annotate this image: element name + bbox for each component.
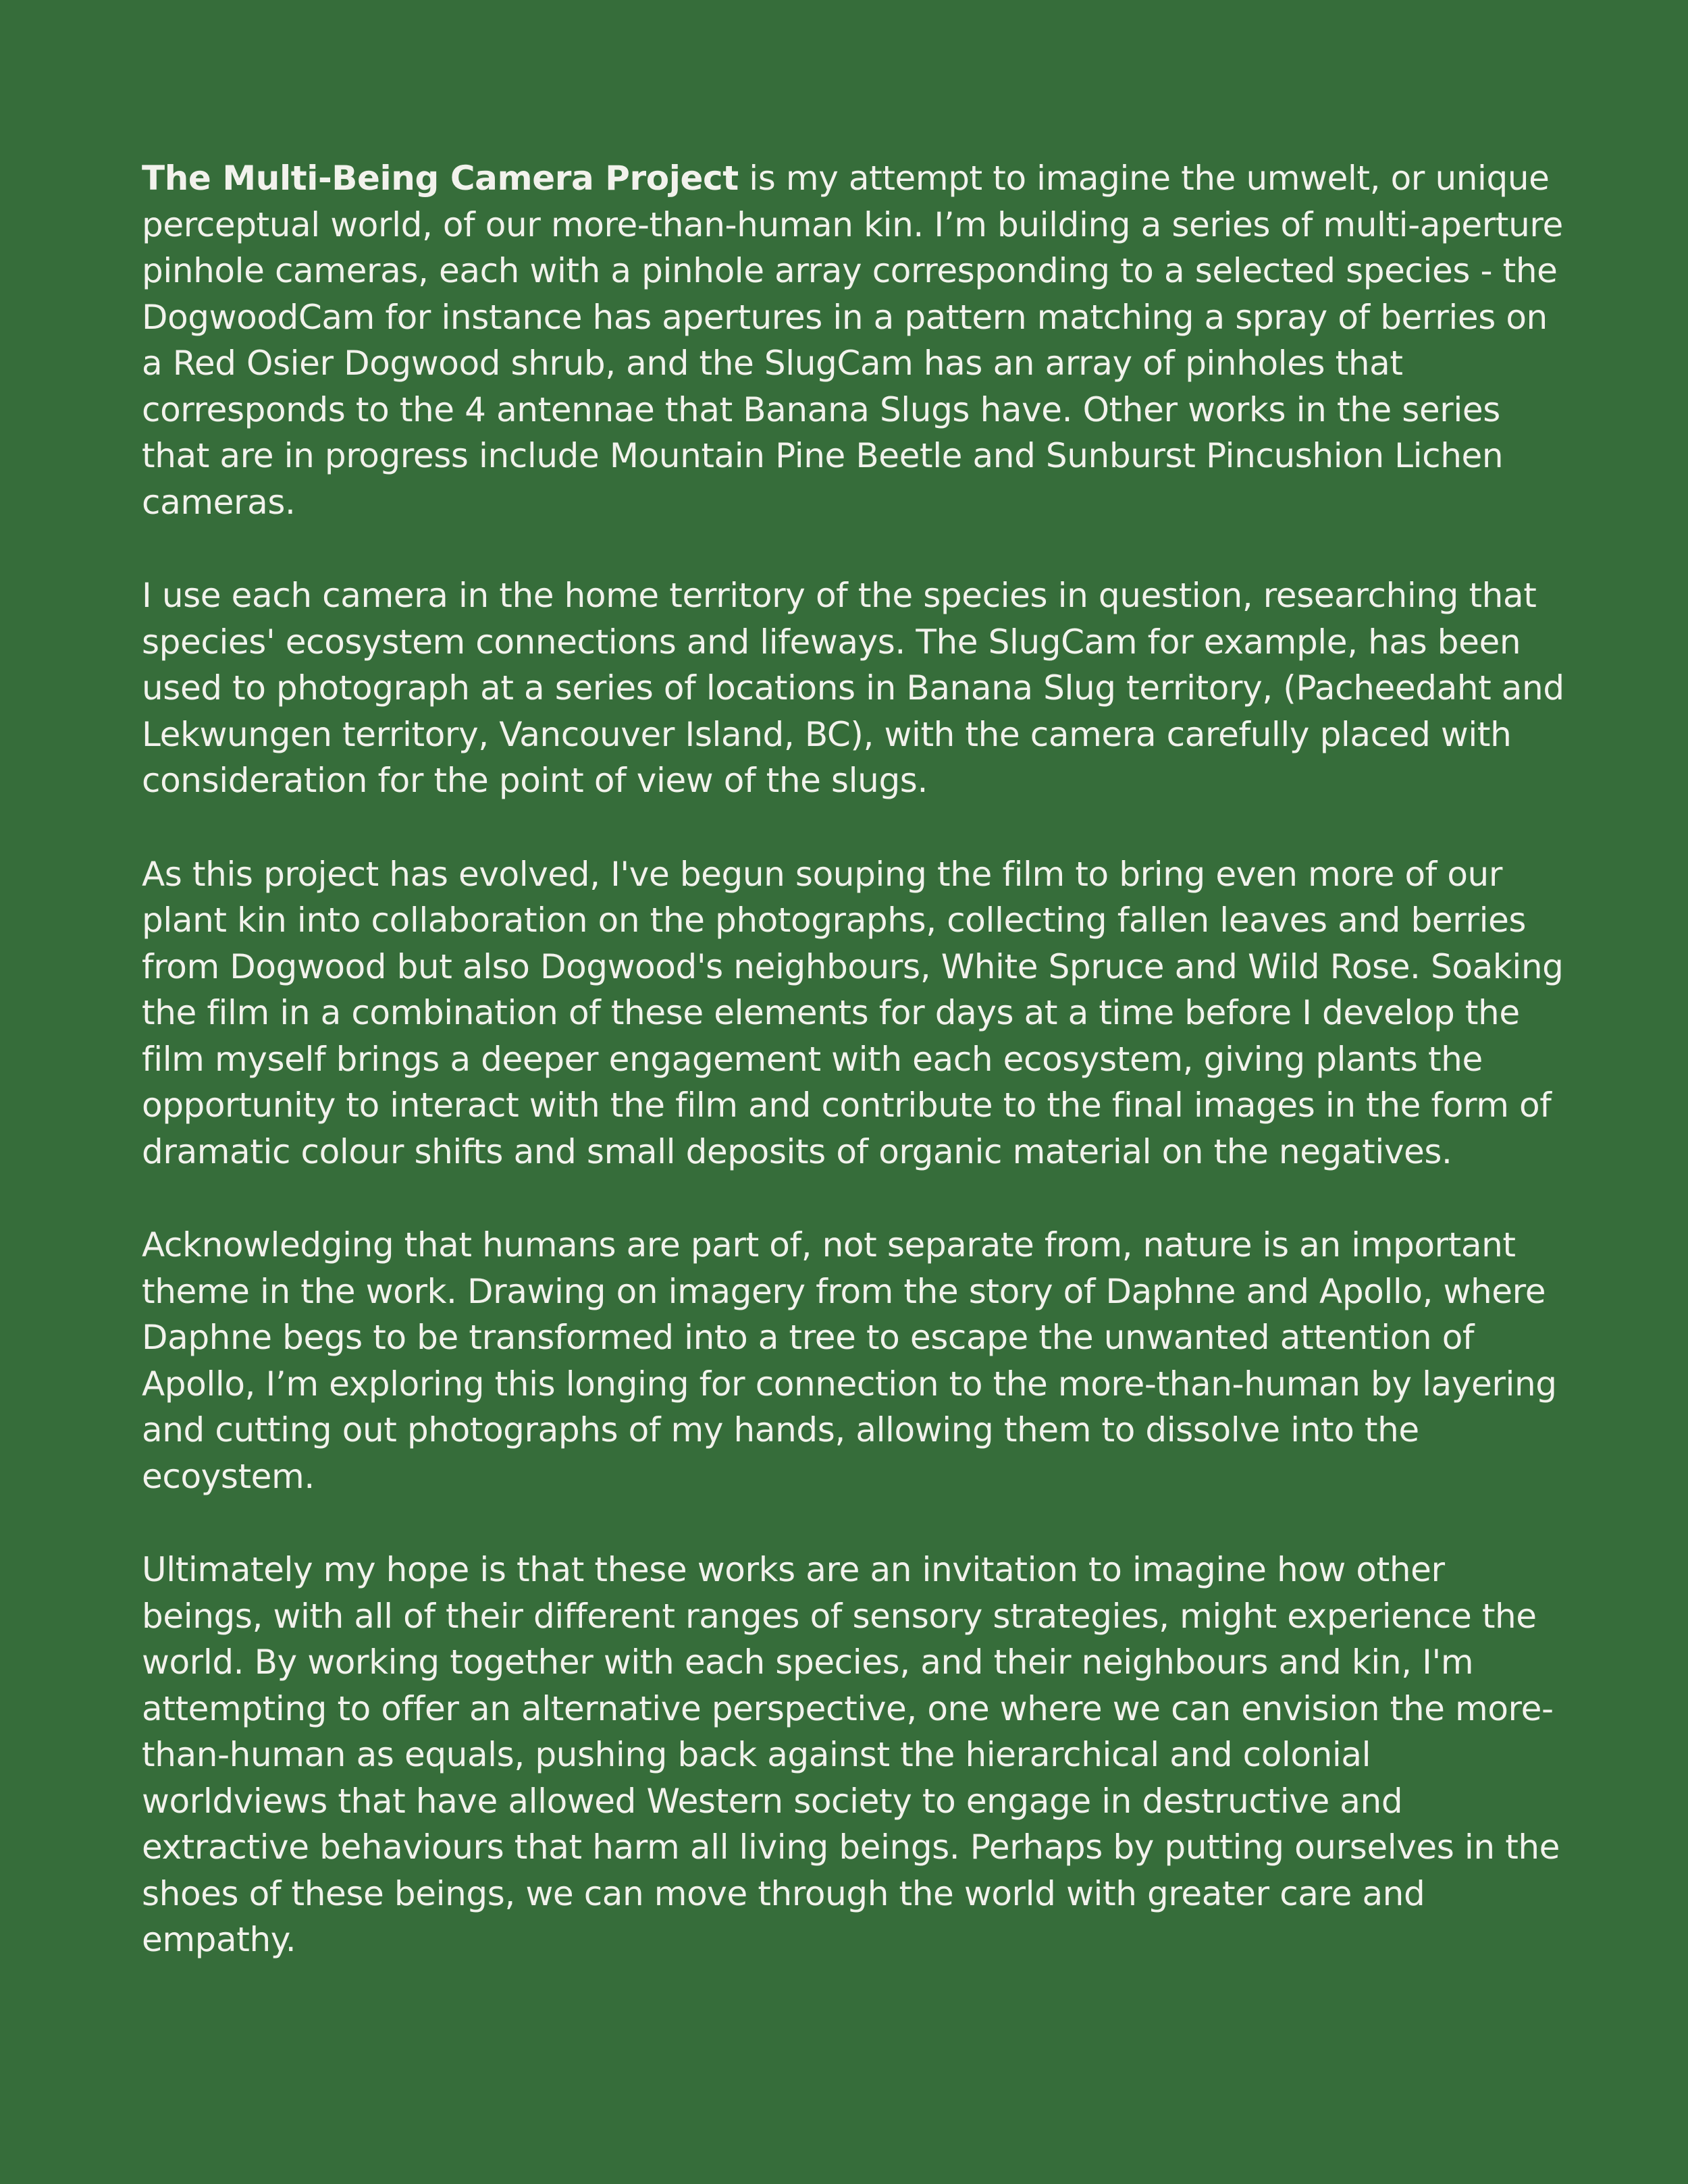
paragraph-conclusion: Ultimately my hope is that these works are an invitation to imagine how other beings, with all of their different ranges of sensory strategies, might experience the world. By working together with each species, and their neighbours and kin, I'm attempting to offer an alternative perspective, one where we can envision the more-than-human as equals, pushing back against the hierarchical and colonial worldviews that have allowed Western society to engage in destructive and extractive behaviours that harm all living beings. Perhaps by putting ourselves in the shoes of these beings, we can move through the world with greater care and empathy. (142, 1550, 1560, 1959)
intro-text: is my attempt to imagine the umwelt, or unique perceptual world, of our more-than-human kin. I’m building a series of multi-aperture pinhole cameras, each with a pinhole array corresponding to a selected species - the DogwoodCam for instance has apertures in a pattern matching a spray of berries on a Red Osier Dogwood shrub, and the SlugCam has an array of pinholes that corresponds to the 4 antennae that Banana Slugs have. Other works in the series that are in progress include Mountain Pine Beetle and Sunburst Pincushion Lichen cameras. (142, 159, 1563, 522)
artist-statement (142, 155, 1566, 2010)
paragraph-intro (142, 155, 1566, 525)
paragraph-daphne-apollo: Acknowledging that humans are part of, not separate from, nature is an important theme in the work. Drawing on imagery from the story of Daphne and Apollo, where Daphne begs to be transformed into a tree to escape the unwanted attention of Apollo, I’m exploring this longing for connection to the more-than-human by layering and cutting out photographs of my hands, allowing them to dissolve into the ecoystem. (142, 1225, 1557, 1496)
paragraph-film-souping: As this project has evolved, I've begun souping the film to bring even more of our plant kin into collaboration on the photographs, collecting fallen leaves and berries from Dogwood but also Dogwood's neighbours, White Spruce and Wild Rose. Soaking the film in a combination of these elements for days at a time before I develop the film myself brings a deeper engagement with each ecosystem, giving plants the opportunity to interact with the film and contribute to the final images in the form of dramatic colour shifts and small deposits of organic material on the negatives. (142, 854, 1564, 1171)
paragraph-camera-use: I use each camera in the home territory of the species in question, researching that species' ecosystem connections and lifeways. The SlugCam for example, has been used to photograph at a series of locations in Banana Slug territory, (Pacheedaht and Lekwungen territory, Vancouver Island, BC), with the camera carefully placed with consideration for the point of view of the slugs. (142, 576, 1564, 800)
project-title: The Multi-Being Camera Project (142, 159, 739, 198)
